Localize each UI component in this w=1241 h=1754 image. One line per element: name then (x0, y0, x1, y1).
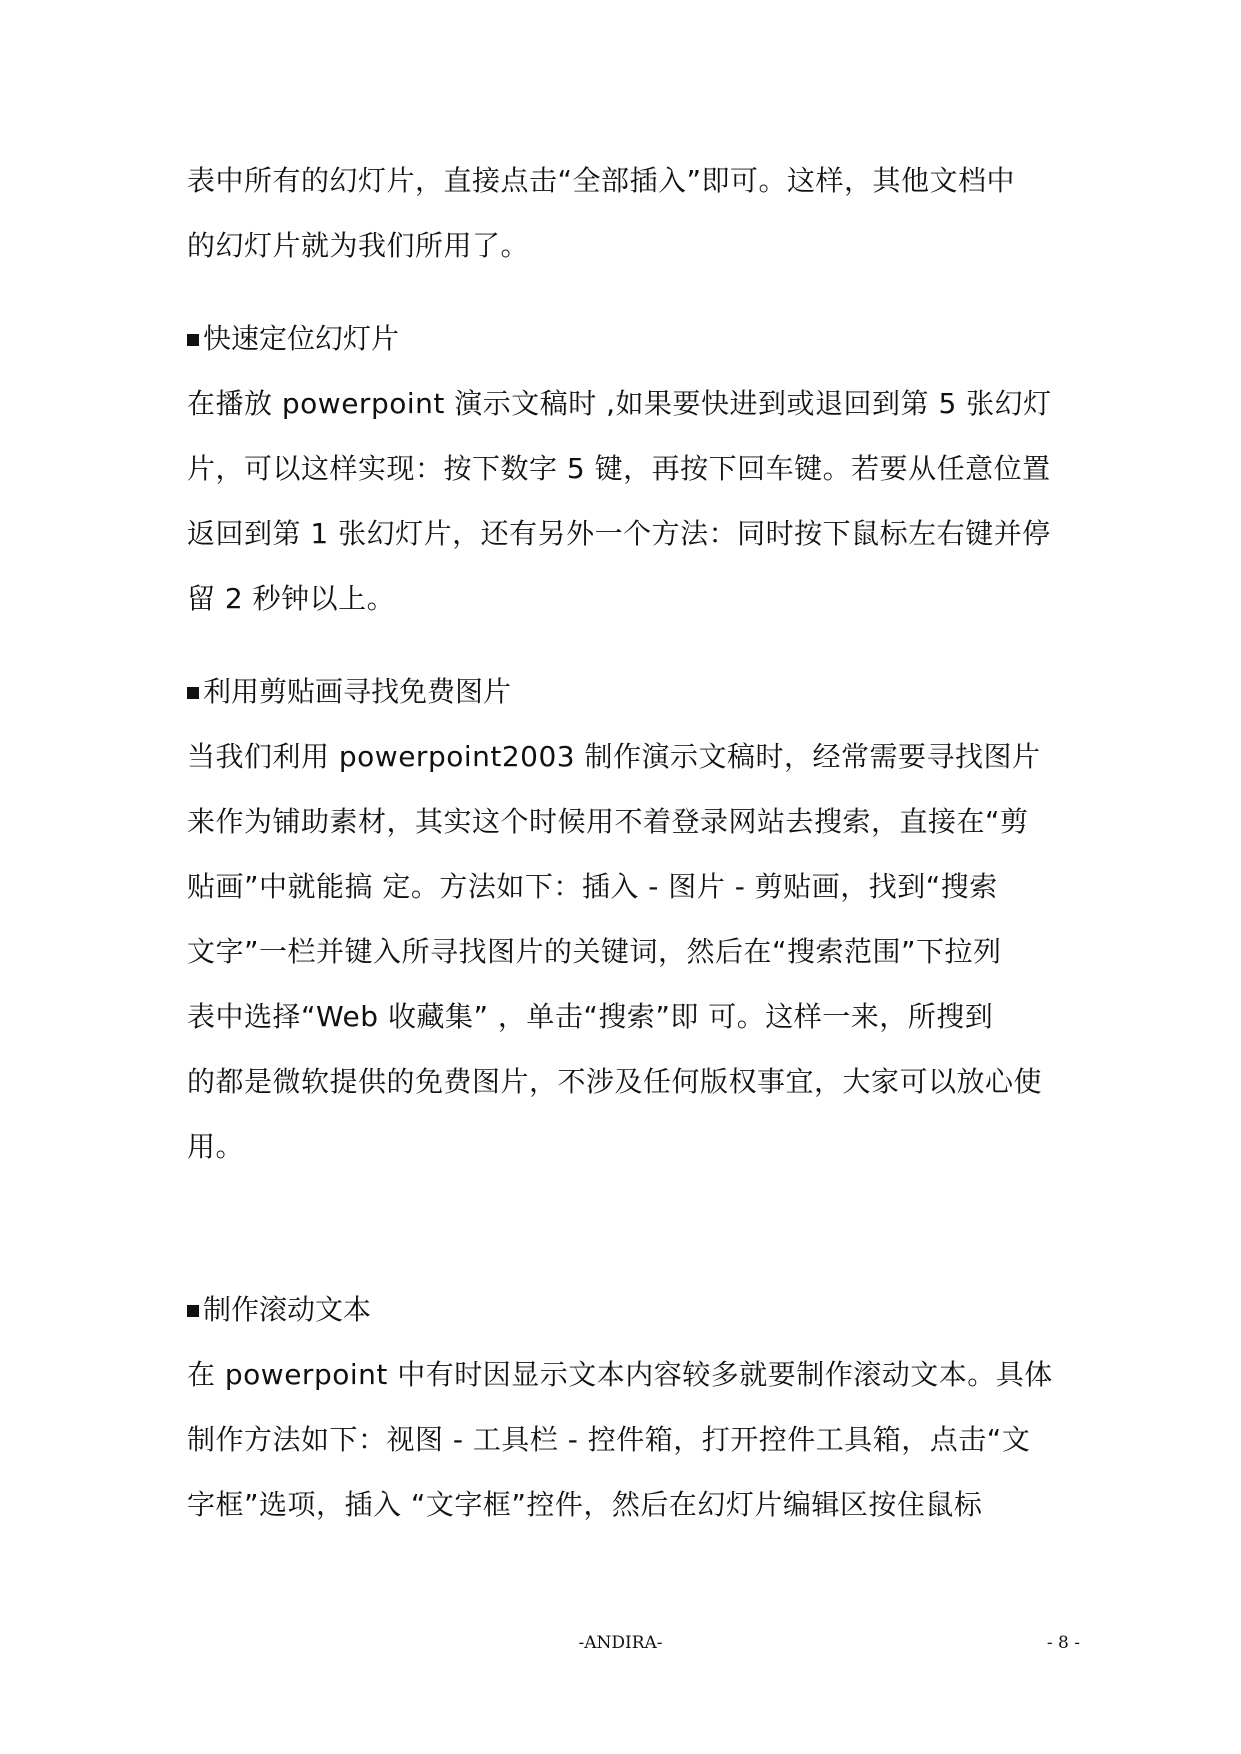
paragraph-line: 表中所有的幻灯片，直接点击“全部插入”即可。这样，其他文档中 (187, 164, 1016, 197)
footer-author: -ANDIRA- (578, 1633, 663, 1653)
square-bullet-icon (187, 687, 199, 699)
paragraph-line: 字框”选项，插入 “文字框”控件，然后在幻灯片编辑区按住鼠标 (187, 1488, 983, 1521)
paragraph-line: 在播放 powerpoint 演示文稿时 ,如果要快进到或退回到第 5 张幻灯 (187, 387, 1052, 420)
section-heading: 制作滚动文本 (187, 1277, 1062, 1342)
paragraph-line: 返回到第 1 张幻灯片，还有另外一个方法：同时按下鼠标左右键并停 (187, 517, 1051, 550)
paragraph-line: 文字”一栏并键入所寻找图片的关键词，然后在“搜索范围”下拉列 (187, 935, 1002, 968)
section-scrolling-text (187, 1277, 1062, 1537)
square-bullet-icon (187, 1305, 199, 1317)
paragraph-line: 当我们利用 powerpoint2003 制作演示文稿时，经常需要寻找图片 (187, 740, 1041, 773)
paragraph-line: 留 2 秒钟以上。 (187, 582, 396, 615)
paragraph-line: 在 powerpoint 中有时因显示文本内容较多就要制作滚动文本。具体 (187, 1358, 1053, 1391)
paragraph-line: 的幻灯片就为我们所用了。 (187, 229, 530, 262)
paragraph-line: 制作方法如下：视图 - 工具栏 - 控件箱，打开控件工具箱，点击“文 (187, 1423, 1031, 1456)
document-body (187, 148, 1062, 1537)
intro-paragraph (187, 148, 1062, 278)
paragraph-line: 用。 (187, 1130, 245, 1163)
paragraph-line: 贴画”中就能搞 定。方法如下：插入 - 图片 - 剪贴画，找到“搜索 (187, 870, 998, 903)
section-clipart (187, 659, 1062, 1179)
paragraph-line: 的都是微软提供的免费图片，不涉及任何版权事宜，大家可以放心使 (187, 1065, 1043, 1098)
square-bullet-icon (187, 334, 199, 346)
paragraph-line: 来作为铺助素材，其实这个时候用不着登录网站去搜索，直接在“剪 (187, 805, 1029, 838)
section-heading: 快速定位幻灯片 (187, 306, 1062, 371)
paragraph-line: 片，可以这样实现：按下数字 5 键，再按下回车键。若要从任意位置 (187, 452, 1051, 485)
section-quick-locate (187, 306, 1062, 631)
section-heading: 利用剪贴画寻找免费图片 (187, 659, 1062, 724)
paragraph-line: 表中选择“Web 收藏集” ，单击“搜索”即 可。这样一来，所搜到 (187, 1000, 994, 1033)
page-number: - 8 - (1046, 1633, 1080, 1653)
